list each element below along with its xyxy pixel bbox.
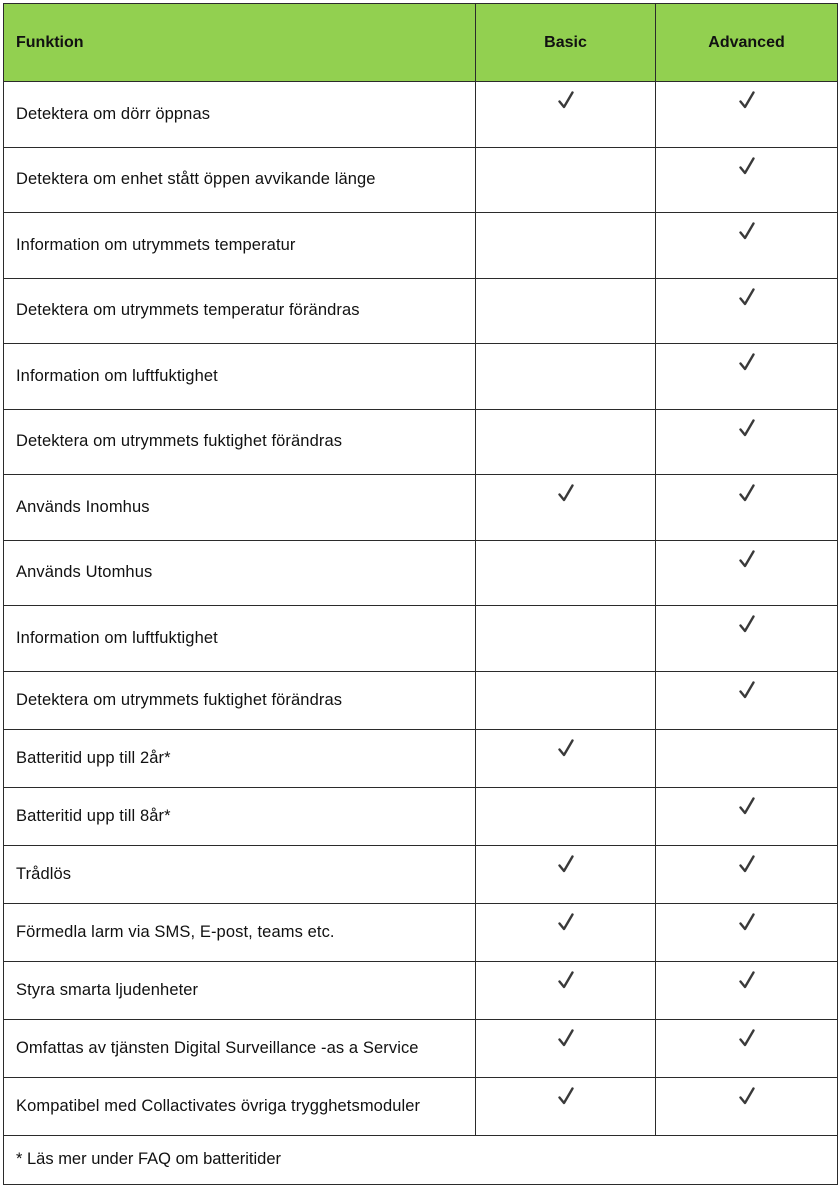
header-feature: Funktion [4, 4, 476, 82]
feature-label: Kompatibel med Collactivates övriga trygghetsmoduler [4, 1077, 476, 1135]
check-icon [558, 1029, 574, 1047]
table-row [4, 540, 838, 606]
advanced-cell [656, 606, 838, 672]
basic-cell [476, 606, 656, 672]
table-row [4, 344, 838, 410]
advanced-cell [656, 213, 838, 279]
basic-cell [476, 344, 656, 410]
table-row [4, 278, 838, 344]
basic-cell [476, 475, 656, 541]
check-icon [739, 550, 755, 568]
advanced-cell [656, 1019, 838, 1077]
advanced-cell [656, 82, 838, 148]
basic-cell [476, 213, 656, 279]
table-row [4, 671, 838, 729]
feature-label: Förmedla larm via SMS, E-post, teams etc. [4, 903, 476, 961]
table-row [4, 1077, 838, 1135]
feature-label: Används Utomhus [4, 540, 476, 606]
table-row [4, 1019, 838, 1077]
advanced-cell [656, 787, 838, 845]
check-icon [739, 681, 755, 699]
basic-cell [476, 540, 656, 606]
table-row [4, 845, 838, 903]
table-row [4, 961, 838, 1019]
basic-cell [476, 845, 656, 903]
footnote-row [4, 1135, 838, 1184]
feature-label: Detektera om dörr öppnas [4, 82, 476, 148]
check-icon [739, 971, 755, 989]
feature-label: Detektera om utrymmets temperatur förändras [4, 278, 476, 344]
check-icon [739, 288, 755, 306]
check-icon [739, 222, 755, 240]
feature-comparison-table [3, 3, 838, 1185]
check-icon [739, 797, 755, 815]
check-icon [739, 1087, 755, 1105]
advanced-cell [656, 729, 838, 787]
feature-label: Information om luftfuktighet [4, 606, 476, 672]
advanced-cell [656, 671, 838, 729]
basic-cell [476, 278, 656, 344]
check-icon [558, 855, 574, 873]
feature-label: Styra smarta ljudenheter [4, 961, 476, 1019]
check-icon [558, 91, 574, 109]
check-icon [739, 855, 755, 873]
basic-cell [476, 1019, 656, 1077]
basic-cell [476, 787, 656, 845]
table-row [4, 409, 838, 475]
check-icon [739, 91, 755, 109]
advanced-cell [656, 845, 838, 903]
basic-cell [476, 961, 656, 1019]
feature-label: Information om luftfuktighet [4, 344, 476, 410]
advanced-cell [656, 903, 838, 961]
table-row [4, 606, 838, 672]
basic-cell [476, 729, 656, 787]
advanced-cell [656, 1077, 838, 1135]
footnote: * Läs mer under FAQ om batteritider [4, 1135, 838, 1184]
feature-label: Trådlös [4, 845, 476, 903]
check-icon [739, 157, 755, 175]
check-icon [739, 913, 755, 931]
basic-cell [476, 1077, 656, 1135]
basic-cell [476, 409, 656, 475]
table-row [4, 787, 838, 845]
check-icon [739, 419, 755, 437]
basic-cell [476, 147, 656, 213]
check-icon [558, 739, 574, 757]
advanced-cell [656, 344, 838, 410]
advanced-cell [656, 475, 838, 541]
table-row [4, 729, 838, 787]
advanced-cell [656, 961, 838, 1019]
advanced-cell [656, 147, 838, 213]
advanced-cell [656, 278, 838, 344]
table-row [4, 475, 838, 541]
feature-label: Detektera om utrymmets fuktighet förändras [4, 671, 476, 729]
basic-cell [476, 82, 656, 148]
table-row [4, 147, 838, 213]
feature-label: Detektera om enhet stått öppen avvikande länge [4, 147, 476, 213]
feature-label: Detektera om utrymmets fuktighet förändras [4, 409, 476, 475]
basic-cell [476, 671, 656, 729]
check-icon [739, 1029, 755, 1047]
feature-label: Omfattas av tjänsten Digital Surveillance -as a Service [4, 1019, 476, 1077]
table-row [4, 82, 838, 148]
check-icon [739, 615, 755, 633]
table-row [4, 213, 838, 279]
advanced-cell [656, 409, 838, 475]
header-basic: Basic [476, 4, 656, 82]
table-row [4, 903, 838, 961]
check-icon [558, 1087, 574, 1105]
check-icon [558, 971, 574, 989]
check-icon [739, 484, 755, 502]
feature-label: Batteritid upp till 8år* [4, 787, 476, 845]
table-header-row [4, 4, 838, 82]
feature-label: Batteritid upp till 2år* [4, 729, 476, 787]
header-advanced: Advanced [656, 4, 838, 82]
check-icon [739, 353, 755, 371]
feature-label: Information om utrymmets temperatur [4, 213, 476, 279]
basic-cell [476, 903, 656, 961]
check-icon [558, 913, 574, 931]
feature-label: Används Inomhus [4, 475, 476, 541]
check-icon [558, 484, 574, 502]
advanced-cell [656, 540, 838, 606]
